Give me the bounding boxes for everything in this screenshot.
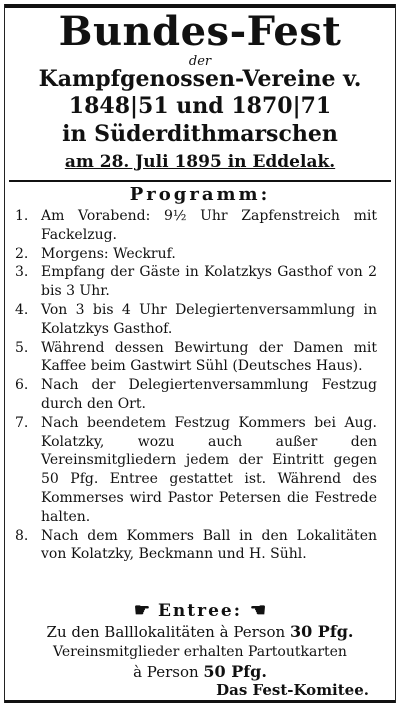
item-text: Am Vorabend: 9½ Uhr Zapfenstreich mit Fackelzug. bbox=[41, 208, 377, 243]
entree-price-members bbox=[5, 662, 395, 681]
bottom-rule bbox=[5, 700, 395, 703]
program-item bbox=[15, 263, 377, 301]
entree-price-3: 50 Pfg. bbox=[203, 662, 267, 681]
item-text: Während dessen Bewirtung der Damen mit Kaffee beim Gastwirt Sühl (Deutsches Haus). bbox=[41, 339, 377, 375]
headline-date bbox=[5, 151, 395, 173]
entree-price-ball bbox=[5, 622, 395, 641]
program-heading: Programm: bbox=[129, 184, 271, 205]
date-text: am 28. Juli 1895 in Eddelak. bbox=[64, 152, 336, 172]
advertisement bbox=[4, 4, 396, 703]
program-item bbox=[15, 339, 377, 377]
item-text: Empfang der Gäste in Kolatzkys Gasthof von 2 bis 3 Uhr. bbox=[41, 264, 377, 300]
item-number: 6. bbox=[15, 377, 29, 394]
entree-text-1: Zu den Balllokalitäten à Person bbox=[46, 623, 290, 641]
headline-title: Bundes-Fest bbox=[58, 8, 342, 55]
entree-text-3: à Person bbox=[133, 663, 204, 681]
program-item bbox=[15, 207, 377, 245]
program-list bbox=[15, 207, 377, 564]
item-number: 8. bbox=[15, 527, 29, 544]
item-number: 7. bbox=[15, 414, 29, 431]
item-number: 3. bbox=[15, 264, 29, 281]
item-text: Von 3 bis 4 Uhr Delegiertenversammlung in Kolatzkys Gasthof. bbox=[41, 301, 377, 337]
pointing-hand-right-icon: ☛ bbox=[133, 600, 151, 621]
entree-heading: Entree: bbox=[157, 601, 243, 621]
divider-top bbox=[9, 180, 391, 182]
item-number: 4. bbox=[15, 301, 29, 318]
program-item bbox=[15, 414, 377, 527]
program-item bbox=[15, 527, 377, 565]
program-item bbox=[15, 376, 377, 414]
item-text: Morgens: Weckruf. bbox=[41, 245, 176, 262]
headline-line-2: 1848|51 und 1870|71 bbox=[68, 93, 332, 119]
item-text: Nach beendetem Festzug Kommers bei Aug. Kolatzky, wozu auch außer den Vereinsmitgliedern jedem der Eintritt gegen 50 Pfg. Entree gestattet ist. Während des Kommerses wird Pastor Petersen die Festrede halten. bbox=[41, 414, 377, 525]
entree-members-note: Vereinsmitglieder erhalten Partoutkarten bbox=[53, 644, 347, 660]
item-text: Nach dem Kommers Ball in den Lokalitäten von Kolatzky, Beckmann und H. Sühl. bbox=[41, 527, 377, 563]
entree-heading-row bbox=[5, 600, 395, 621]
item-number: 5. bbox=[15, 339, 29, 356]
headline-line-1: Kampfgenossen-Vereine v. bbox=[38, 66, 362, 92]
signature: Das Fest-Komitee. bbox=[216, 681, 369, 699]
item-number: 1. bbox=[15, 208, 29, 224]
program-item bbox=[15, 301, 377, 339]
entree-price-1: 30 Pfg. bbox=[289, 622, 354, 641]
headline-line-3: in Süderdithmarschen bbox=[62, 121, 338, 147]
item-number: 2. bbox=[15, 245, 29, 262]
pointing-hand-left-icon: ☚ bbox=[249, 600, 267, 621]
item-text: Nach der Delegiertenversammlung Festzug durch den Ort. bbox=[41, 377, 377, 412]
program-item bbox=[15, 245, 377, 264]
headline-der: der bbox=[188, 54, 212, 69]
